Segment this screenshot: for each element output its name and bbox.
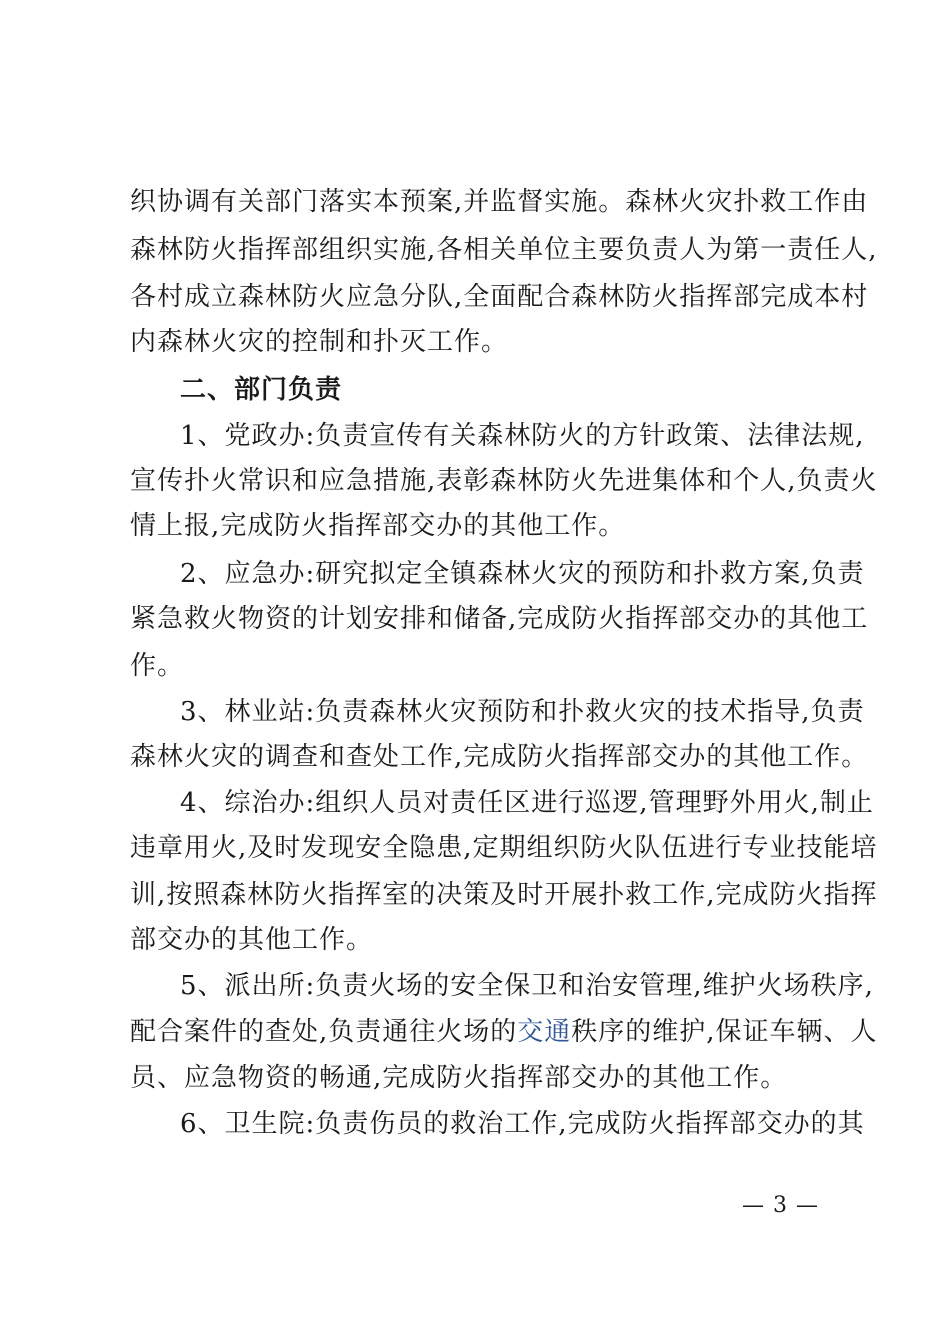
item-6-line-1: 6、卫生院:负责伤员的救治工作,完成防火指挥部交办的其 xyxy=(180,1109,865,1139)
item-4-line-4: 部交办的其他工作。 xyxy=(130,925,374,955)
intro-line-1: 织协调有关部门落实本预案,并监督实施。森林火灾扑救工作由 xyxy=(130,187,869,217)
item-1-line-3: 情上报,完成防火指挥部交办的其他工作。 xyxy=(130,511,626,541)
item-3-line-1: 3、林业站:负责森林火灾预防和扑救火灾的技术指导,负责 xyxy=(180,697,865,727)
section-heading: 二、部门负责 xyxy=(180,375,343,405)
item-5-line-1: 5、派出所:负责火场的安全保卫和治安管理,维护火场秩序, xyxy=(180,971,874,1001)
item-4-line-3: 训,按照森林防火指挥室的决策及时开展扑救工作,完成防火指挥 xyxy=(130,880,878,910)
intro-line-3: 各村成立森林防火应急分队,全面配合森林防火指挥部完成本村 xyxy=(130,282,869,312)
item-4-line-2: 违章用火,及时发现安全隐患,定期组织防火队伍进行专业技能培 xyxy=(130,833,878,863)
intro-line-2: 森林防火指挥部组织实施,各相关单位主要负责人为第一责任人, xyxy=(130,235,878,265)
item-2-line-2: 紧急救火物资的计划安排和储备,完成防火指挥部交办的其他工 xyxy=(130,604,869,634)
item-5-line-2-end: 秩序的维护,保证车辆、人 xyxy=(571,1017,878,1047)
item-1-line-2: 宣传扑火常识和应急措施,表彰森林防火先进集体和个人,负责火 xyxy=(130,466,878,496)
item-5-line-2-start: 配合案件的查处,负责通往火场的 xyxy=(130,1017,518,1047)
item-2-line-3: 作。 xyxy=(130,651,185,681)
item-5-line-2 xyxy=(130,1016,878,1048)
item-4-line-1: 4、综治办:组织人员对责任区进行巡逻,管理野外用火,制止 xyxy=(180,788,874,818)
item-1-line-1: 1、党政办:负责宣传有关森林防火的方针政策、法律法规, xyxy=(180,421,865,451)
item-5-line-3: 员、应急物资的畅通,完成防火指挥部交办的其他工作。 xyxy=(130,1063,788,1093)
item-2-line-1: 2、应急办:研究拟定全镇森林火灾的预防和扑救方案,负责 xyxy=(180,559,865,589)
item-3-line-2: 森林火灾的调查和查处工作,完成防火指挥部交办的其他工作。 xyxy=(130,742,869,772)
intro-line-4: 内森林火灾的控制和扑灭工作。 xyxy=(130,327,509,357)
page-number: — 3 — xyxy=(742,1193,819,1218)
traffic-link[interactable]: 交通 xyxy=(517,1017,572,1047)
